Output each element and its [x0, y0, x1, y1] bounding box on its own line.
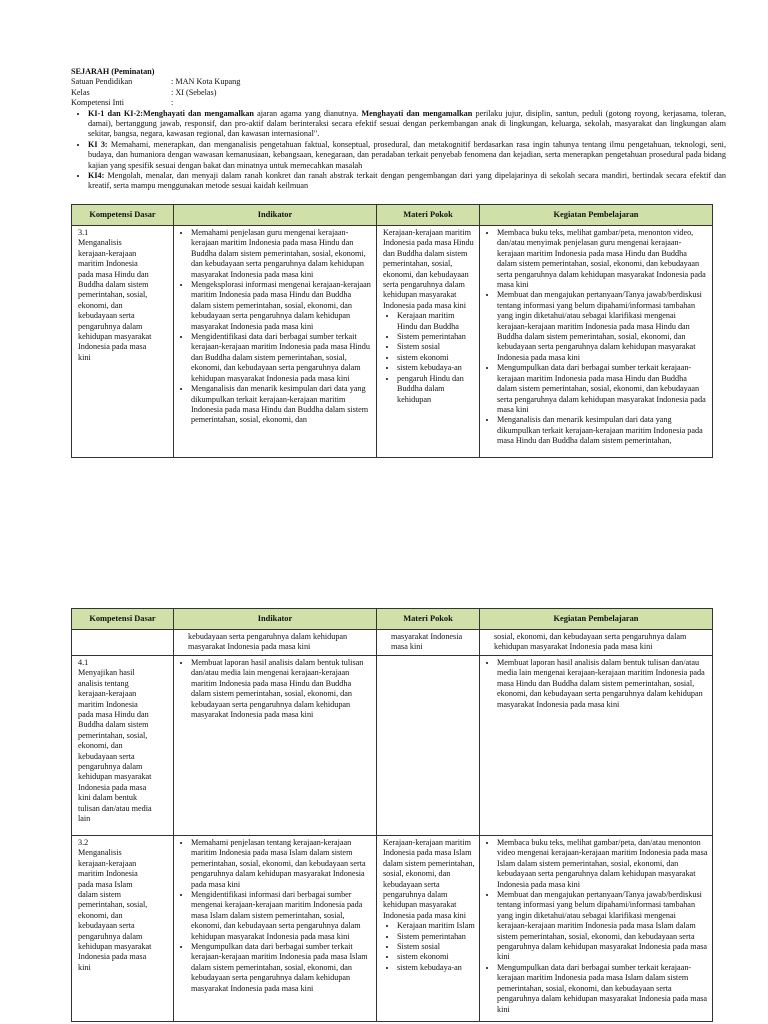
list-item: • sistem ekonomi [397, 353, 475, 363]
materi-cell [377, 630, 480, 656]
list-item: • Kerajaan maritim Islam [397, 921, 475, 931]
list-item: • sistem kebudaya-an [397, 363, 475, 373]
ki-list [71, 109, 726, 192]
indikator-continued: kebudayaan serta pengaruhnya dalam kehidupan masyarakat Indonesia pada masa kini [188, 632, 348, 652]
kd-cell [72, 226, 174, 458]
list-item: • sistem kebudaya-an [397, 963, 475, 973]
list-item: • Membaca buku teks, melihat gambar/peta, dan/atau menonton video mengenai kerajaan-kerajaan maritim Indonesia pada masa Islam dalam sistem pemerintahan, sosial, ekonomi, dan kebudayaan serta pengaruhnya dalam kehidupan masyarakat Indonesia pada masa kini [497, 838, 708, 890]
materi-continued: masyarakat Indonesia masa kini [391, 632, 463, 652]
list-item: • Mengumpulkan data dari berbagai sumber terkait kerajaan-kerajaan maritim Indonesia pada masa Islam dalam sistem pemerintahan, sosial, ekonomi, dan kebudayaan serta pengaruhnya dalam kehidupan masyarakat Indonesia pada masa kini [497, 963, 708, 1015]
indikator-cell [174, 836, 377, 1022]
list-item: • Membaca buku teks, melihat gambar/peta, menonton video, dan/atau menyimak penjelasan guru mengenai kerajaan-kerajaan maritim Indonesia pada masa Hindu dan Buddha dalam sistem pemerintahan, sosial, ekonomi, dan kebudayaan serta pengaruhnya dalam kehidupan masyarakat Indonesia pada masa kini [497, 228, 708, 290]
kd-cell [72, 630, 174, 656]
list-item: • Membuat laporan hasil analisis dalam bentuk tulisan dan/atau media lain mengenai kerajaan-kerajaan maritim Indonesia pada masa Hindu dan Buddha dalam sistem pemerintahan, sosial, ekonomi, dan kebudayaan serta pengaruhnya dalam kehidupan masyarakat Indonesia pada masa kini [191, 658, 372, 720]
field-kompetensi-inti [71, 98, 726, 108]
field-value: : MAN Kota Kupang [171, 77, 241, 87]
field-label: Satuan Pendidikan [71, 77, 133, 87]
kegiatan-cell [480, 656, 713, 836]
ki-item-4 [88, 171, 726, 192]
list-item: • Memahami penjelasan guru mengenai kerajaan-kerajaan maritim Indonesia pada masa Hindu dan Buddha dalam sistem pemerintahan, sosial, ekonomi, dan kebudayaan serta pengaruhnya dalam kehidupan masyarakat Indonesia pada masa kini [191, 228, 372, 280]
kd-cell [72, 656, 174, 836]
list-item: • sistem ekonomi [397, 952, 475, 962]
indikator-cell [174, 226, 377, 458]
list-item: • Membuat dan mengajukan pertanyaan/Tanya jawab/berdiskusi tentang informasi yang belum dipahami/informasi tambahan yang ingin diketahui/atau sebagai klarifikasi mengenai kerajaan-kerajaan maritim Indonesia pada masa Islam dalam sistem pemerintahan, sosial, ekonomi, dan kebudayaan serta pengaruhnya dalam kehidupan masyarakat Indonesia pada masa kini [497, 890, 708, 963]
field-value: : [171, 98, 174, 108]
list-item: • Mengidentifikasi informasi dari berbagai sumber mengenai kerajaan-kerajaan maritim Indonesia pada masa Islam dalam sistem pemerintahan, sosial, ekonomi, dan kebudayaan serta pengaruhnya dalam kehidupan masyarakat Indonesia pada masa kini [191, 890, 372, 942]
ki-label: KI-1 dan KI-2:Menghayati dan mengamalkan [88, 108, 254, 118]
list-item: • Mengumpulkan data dari berbagai sumber terkait kerajaan-kerajaan maritim Indonesia pada masa Hindu dan Buddha dalam sistem pemerintahan, sosial, ekonomi, dan kebudayaan serta pengaruhnya dalam kehidupan masyarakat Indonesia pada masa kini [497, 363, 708, 415]
indikator-cell [174, 630, 377, 656]
kd-number: 4.1 [78, 658, 89, 667]
ki-text: Memahami, menerapkan, dan menganalisis pengetahuan faktual, konseptual, prosedural, dan metakognitif berdasarkan rasa ingin tahunya tentang ilmu pengetahuan, teknologi, seni, budaya, dan humaniora dengan wawasan kemanusiaan, kebangsaan, kenegaraan, dan peradaban terkait penyebab fenomena dan kejadian, serta menerapkan pengetahuan prosedural pada bidang kajian yang spesifik sesuai dengan bakat dan minatnya untuk memecahkan masalah [88, 139, 726, 170]
kd-number: 3.2 [78, 838, 89, 847]
indikator-cell [174, 656, 377, 836]
column-header: Kegiatan Pembelajaran [480, 609, 713, 630]
kd-text: Menganalisis kerajaan-kerajaan maritim Indonesia pada masa Islam dalam sistem pemerintahan, sosial, ekonomi, dan kebudayaan serta pengaruhnya dalam kehidupan masyarakat Indonesia pada masa kini [78, 848, 152, 972]
kegiatan-cell [480, 226, 713, 458]
competency-table-1 [71, 204, 713, 458]
kegiatan-continued: sosial, ekonomi, dan kebudayaan serta pengaruhnya dalam kehidupan masyarakat Indonesia pada masa kini [494, 632, 687, 652]
table-row [72, 630, 713, 656]
table-header-row [72, 609, 713, 630]
ki-label: KI4: [88, 171, 105, 181]
field-value: : XI (Sebelas) [171, 87, 217, 97]
kd-number: 3.1 [78, 228, 89, 237]
list-item: • Membuat dan mengajukan pertanyaan/Tanya jawab/berdiskusi tentang informasi yang belum dipahami/informasi tambahan yang ingin diketahui/atau sebagai klarifikasi mengenai kerajaan-kerajaan maritim Indonesia pada masa Hindu dan Buddha dalam sistem pemerintahan, sosial, ekonomi, dan kebudayaan serta pengaruhnya dalam kehidupan masyarakat Indonesia pada masa kini [497, 290, 708, 363]
column-header: Materi Pokok [377, 205, 480, 226]
ki-text: perilaku jujur, disiplin, santun, peduli (gotong royong, kerjasama, toleran, damai), bertanggung jawab, responsif, dan pro-aktif dalam berinteraksi secara efektif sesuai dengan perkembangan anak di lingkungan, keluarga, sekolah, masyarakat dan lingkungan alam sekitar, bangsa, negara, kawasan regional, dan kawasan internasional". [88, 108, 726, 139]
list-item: • Mengeksplorasi informasi mengenai kerajaan-kerajaan maritim Indonesia pada masa Hindu dan Buddha dalam sistem pemerintahan, sosial, ekonomi, dan kebudayaan serta pengaruhnya dalam kehidupan masyarakat Indonesia pada masa kini [191, 280, 372, 332]
column-header: Materi Pokok [377, 609, 480, 630]
competency-table-2 [71, 608, 713, 1022]
field-label: Kompetensi Inti [71, 98, 124, 108]
materi-cell [377, 656, 480, 836]
table-header-row [72, 205, 713, 226]
column-header: Kegiatan Pembelajaran [480, 205, 713, 226]
ki-text: ajaran agama yang dianutnya. [253, 108, 362, 118]
list-item: • Menganalisis dan menarik kesimpulan dari data yang dikumpulkan terkait kerajaan-kerajaan maritim Indonesia pada masa Hindu dan Buddha dalam sistem pemerintahan, sosial, ekonomi, dan [191, 384, 372, 426]
ki-item-3 [88, 140, 726, 171]
materi-intro: Kerajaan-kerajaan maritim Indonesia pada masa Hindu dan Buddha dalam sistem pemerintahan, sosial, ekonomi, dan kebudayaan serta pengaruhnya dalam kehidupan masyarakat Indonesia pada masa kini [383, 228, 474, 310]
kd-text: Menganalisis kerajaan-kerajaan maritim Indonesia pada masa Hindu dan Buddha dalam sistem pemerintahan, sosial, ekonomi, dan kebudayaan serta pengaruhnya dalam kehidupan masyarakat Indonesia pada masa kini [78, 238, 152, 362]
list-item: • pengaruh Hindu dan Buddha dalam kehidupan [397, 374, 475, 405]
list-item: • Sistem sosial [397, 942, 475, 952]
ki-label: KI 3: [88, 139, 108, 149]
list-item: • Sistem pemerintahan [397, 332, 475, 342]
list-item: • Memahami penjelasan tentang kerajaan-kerajaan maritim Indonesia pada masa Islam dalam sistem pemerintahan, sosial, ekonomi, dan kebudayaan serta pengaruhnya dalam kehidupan masyarakat Indonesia pada masa kini [191, 838, 372, 890]
field-kelas [71, 88, 726, 98]
list-item: • Mengumpulkan data dari berbagai sumber terkait kerajaan-kerajaan maritim Indonesia pada masa Islam dalam sistem pemerintahan, sosial, ekonomi, dan kebudayaan serta pengaruhnya dalam kehidupan masyarakat Indonesia pada masa kini [191, 942, 372, 994]
column-header: Kompetensi Dasar [72, 609, 174, 630]
ki-item-1 [88, 109, 726, 140]
column-header: Kompetensi Dasar [72, 205, 174, 226]
document-header [71, 67, 726, 192]
list-item: • Sistem sosial [397, 342, 475, 352]
kd-text: Menyajikan hasil analisis tentang kerajaan-kerajaan maritim Indonesia pada masa Hindu dan Buddha dalam sistem pemerintahan, sosial, ekonomi, dan kebudayaan serta pengaruhnya dalam kehidupan masyarakat Indonesia pada masa kini dalam bentuk tulisan dan/atau media lain [78, 668, 152, 824]
materi-intro: Kerajaan-kerajaan maritim Indonesia pada masa Islam dalam sistem pemerintahan, sosial, ekonomi, dan kebudayaan serta pengaruhnya dalam kehidupan masyarakat Indonesia pada masa kini [383, 838, 475, 920]
kd-cell [72, 836, 174, 1022]
column-header: Indikator [174, 609, 377, 630]
list-item: • Membuat laporan hasil analisis dalam bentuk tulisan dan/atau media lain mengenai kerajaan-kerajaan maritim Indonesia pada masa Hindu dan Buddha dalam sistem pemerintahan, sosial, ekonomi, dan kebudayaan serta pengaruhnya dalam kehidupan masyarakat Indonesia pada masa kini [497, 658, 708, 710]
list-item: • Mengidentifikasi data dari berbagai sumber terkait kerajaan-kerajaan maritim Indonesia pada masa Hindu dan Buddha dalam sistem pemerintahan, sosial, ekonomi, dan kebudayaan serta pengaruhnya dalam kehidupan masyarakat Indonesia pada masa kini [191, 332, 372, 384]
materi-cell [377, 226, 480, 458]
field-satuan-pendidikan [71, 77, 726, 87]
list-item: • Sistem pemerintahan [397, 932, 475, 942]
ki-emphasis: Menghayati dan mengamalkan [361, 108, 473, 118]
table-row [72, 226, 713, 458]
ki-text: Mengolah, menalar, dan menyaji dalam ranah konkret dan ranah abstrak terkait dengan pengembangan dari yang dipelajarinya di sekolah secara mandiri, bertindak secara efektif dan kreatif, serta mampu menggunakan metode sesuai kaidah keilmuan [88, 171, 726, 191]
column-header: Indikator [174, 205, 377, 226]
materi-cell [377, 836, 480, 1022]
kegiatan-cell [480, 836, 713, 1022]
list-item: • Kerajaan maritim Hindu dan Buddha [397, 311, 475, 332]
kegiatan-cell [480, 630, 713, 656]
table-row [72, 656, 713, 836]
page-title: SEJARAH (Peminatan) [71, 67, 155, 76]
table-row [72, 836, 713, 1022]
field-label: Kelas [71, 87, 90, 97]
list-item: • Menganalisis dan menarik kesimpulan dari data yang dikumpulkan terkait kerajaan-kerajaan maritim Indonesia pada masa Hindu dan Buddha dalam sistem pemerintahan, [497, 415, 708, 446]
